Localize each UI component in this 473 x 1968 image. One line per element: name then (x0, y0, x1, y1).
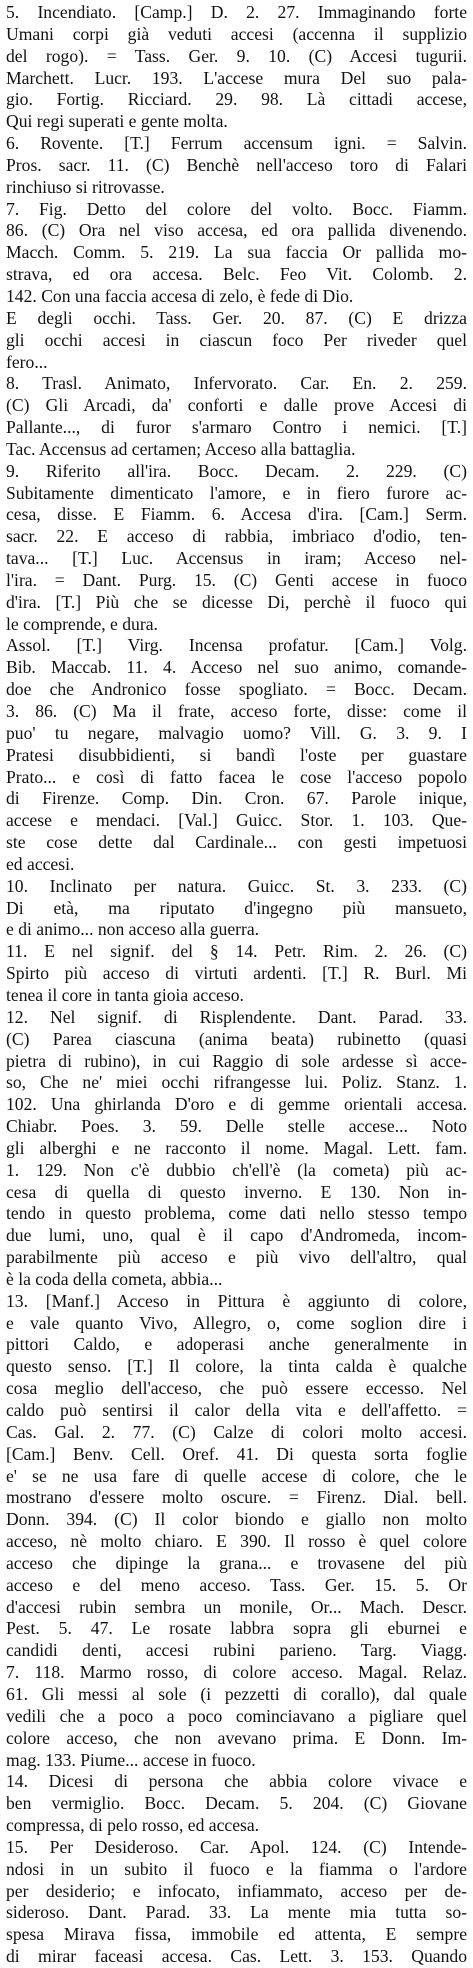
text-line: e' se ne usa fare di quelle accese di colore, che le (6, 1465, 467, 1486)
text-line: colore acceso, che non avevano prima. E Donn. Im- (6, 1727, 467, 1748)
text-line: gli alberghi e ne racconto il nome. Magal. Lett. fam. (6, 1137, 467, 1158)
text-line: d'ira. [T.] Più che se dicesse Di, perchè il fuoco qui (6, 591, 467, 612)
text-line: compressa, di pelo rosso, ed accesa. (6, 1815, 260, 1836)
text-line: Bib. Maccab. 11. 4. Acceso nel suo animo, comande- (6, 657, 467, 678)
text-line: ben vermiglio. Bocc. Decam. 5. 204. (C) Giovane (6, 1793, 467, 1814)
text-line: del rogo). = Tass. Ger. 9. 10. (C) Accesi tugurii. (6, 45, 467, 66)
text-line: acceso e del meno acceso. Tass. Ger. 15. 5. Or (6, 1574, 467, 1595)
text-line: 7. Fig. Detto del colore del volto. Bocc. Fiamm. (6, 198, 467, 219)
text-line: e vale quanto Vivo, Allegro, o, come soglion dire i (6, 1312, 467, 1333)
text-line: cosa meglio dell'acceso, che può essere eccesso. Nel (6, 1378, 467, 1399)
text-line: doe che Andronico fosse spogliato. = Bocc. Decam. (6, 679, 467, 700)
text-line: sideroso. Dant. Parad. 33. La mente mia tutta so- (6, 1902, 467, 1923)
text-line: Di età, ma riputato d'ingegno più mansueto, (6, 897, 467, 918)
text-line: 6. Rovente. [T.] Ferrum accensum igni. = Salvin. (6, 133, 467, 154)
text-line: acceso, nè molto chiaro. E 390. Il rosso è quel colore (6, 1531, 467, 1552)
text-line: ndosi in un subito il fuoco e la fiamma o l'ardore (6, 1858, 467, 1879)
text-line: pietra di rubino), in cui Raggio di sole ardesse sì acce- (6, 1050, 467, 1071)
text-line: 142. Con una faccia accesa di zelo, è fede di Dio. (6, 285, 354, 306)
text-line: 8. Trasl. Animato, Infervorato. Car. En. 2. 259. (6, 373, 467, 394)
text-line: 14. Dicesi di persona che abbia colore vivace e (6, 1771, 467, 1792)
text-line: 3. 86. (C) Ma il frate, acceso forte, disse: come il (6, 701, 467, 721)
text-line: le comprende, e dura. (6, 613, 158, 634)
text-line: Cas. Gal. 2. 77. (C) Calze di colori molto accesi. (6, 1421, 467, 1442)
text-line: 11. E nel signif. del § 14. Petr. Rim. 2. 26. (C) (6, 941, 467, 962)
text-line: Tac. Accensus ad certamen; Acceso alla battaglia. (6, 438, 356, 459)
text-line: (C) Parea ciascuna (anima beata) rubinetto (quasi (6, 1028, 467, 1049)
text-line: 5. Incendiato. [Camp.] D. 2. 27. Immaginando forte (6, 2, 467, 22)
text-line: ed accesi. (6, 853, 75, 874)
text-line: E degli occhi. Tass. Ger. 20. 87. (C) E drizza (6, 307, 467, 328)
text-line: rinchiuso si ritrovasse. (6, 176, 165, 197)
text-line: candidi denti, accesi rubini parieno. Targ. Viagg. (6, 1640, 467, 1661)
text-line: mag. 133. Piume... accese in fuoco. (6, 1749, 256, 1770)
text-line: mostrano d'essere molto oscure. = Firenz. Dial. bell. (6, 1487, 467, 1508)
text-line: Assol. [T.] Virg. Incensa profatur. [Cam.] Volg. (6, 635, 467, 656)
text-line: Chiabr. Poes. 3. 59. Delle stelle accese... Noto (6, 1116, 467, 1137)
text-line: accese e mendaci. [Val.] Guicc. Stor. 1. 103. Que- (6, 810, 467, 831)
text-line: Pallante..., di furor s'armaro Contro i nemici. [T.] (6, 417, 467, 438)
text-line: cesa, disse. E Fiamm. 6. Accesa d'ira. [Cam.] Serm. (6, 504, 467, 525)
text-line: (C) Gli Arcadi, da' conforti e dalle prove Accesi di (6, 395, 467, 416)
text-line: Pratesi disubbidienti, si bandì l'oste per guastare (6, 744, 467, 765)
text-line: 102. Una ghirlanda D'oro e di gemme orientali accesa. (6, 1094, 467, 1115)
text-line: 15. Per Desideroso. Car. Apol. 124. (C) Intende- (6, 1836, 467, 1857)
text-line: cesa di quella di questo inverno. E 130. Non in- (6, 1181, 467, 1202)
text-line: questo senso. [T.] Il colore, la tinta calda è qualche (6, 1356, 467, 1377)
text-line: 10. Inclinato per natura. Guicc. St. 3. 233. (C) (6, 875, 467, 896)
text-line: per desiderio; e infocato, infiammato, acceso per de- (6, 1880, 467, 1901)
text-line: fero... (6, 351, 48, 372)
text-line: Qui regi superati e gente molta. (6, 111, 228, 132)
text-line: spesa Mirava fissa, immobile ed attenta, E sempre (6, 1924, 467, 1945)
text-line: vedili che a poco a poco cominciavano a pigliare quel (6, 1705, 467, 1726)
text-line: ste cose dette dal Cardinale... con gesti impetuosi (6, 832, 467, 853)
text-line: Umani corpi già veduti accesi (accenna il supplizio (6, 23, 467, 44)
text-line: due lumi, uno, qual è il capo d'Andromeda, incom- (6, 1225, 467, 1246)
text-line: Donn. 394. (C) Il color biondo e giallo non molto (6, 1509, 467, 1530)
text-line: 7. 118. Marmo rosso, di colore acceso. Magal. Relaz. (6, 1662, 467, 1683)
text-line: 13. [Manf.] Acceso in Pittura è aggiunto di colore, (6, 1290, 467, 1311)
text-line: tenea il core in tanta gioia acceso. (6, 984, 244, 1005)
text-line: di Firenze. Comp. Din. Cron. 67. Parole inique, (6, 788, 467, 809)
text-line: puo' tu negare, malvagio uomo? Vill. G. 3. 9. I (6, 722, 467, 743)
text-line: 61. Gli messi al sole (i pezzetti di corallo), dal quale (6, 1683, 467, 1704)
text-line: gio. Fortig. Ricciard. 29. 98. Là cittadi accese, (6, 89, 467, 110)
text-line: Spirto più acceso di virtuti ardenti. [T.] R. Burl. Mi (6, 963, 467, 984)
text-line: [Cam.] Benv. Cell. Oref. 41. Di questa sorta foglie (6, 1443, 467, 1464)
text-line: parabilmente più acceso e più vivo dell'altro, qual (6, 1247, 467, 1268)
text-line: Macch. Comm. 5. 219. La sua faccia Or pallida mo- (6, 242, 467, 263)
text-line: strava, ed ora accesa. Belc. Feo Vit. Colomb. 2. (6, 264, 467, 285)
text-line: 1. 129. Non c'è dubbio ch'ell'è (la cometa) più ac- (6, 1159, 467, 1180)
text-line: 12. Nel signif. di Risplendente. Dant. Parad. 33. (6, 1006, 467, 1027)
text-line: tendo in questo problema, come dati nello stesso tempo (6, 1203, 467, 1224)
text-line: 86. (C) Ora nel viso accesa, ed ora pallida divenendo. (6, 220, 467, 241)
text-line: acceso che dipinge la grana... e trovasene del più (6, 1552, 467, 1573)
text-line: di mirar faceasi accesa. Cas. Lett. 3. 153. Quando (6, 1946, 467, 1967)
text-line: gli occhi accesi in ciascun foco Per riveder quel (6, 329, 467, 350)
text-line: pittori Caldo, e adoperasi anche generalmente in (6, 1334, 467, 1355)
text-line: e di animo... non acceso alla guerra. (6, 919, 260, 940)
text-line: tava... [T.] Luc. Accensus in iram; Acceso nel- (6, 548, 467, 569)
text-line: 9. Riferito all'ira. Bocc. Decam. 2. 229. (C) (6, 460, 467, 481)
text-line: so, Che ne' miei occhi rifrangesse lui. Poliz. Stanz. 1. (6, 1072, 467, 1093)
text-line: l'ira. = Dant. Purg. 15. (C) Genti accese in fuoco (6, 569, 467, 590)
text-line: è la coda della cometa, abbia... (6, 1268, 223, 1289)
text-line: sacr. 22. E acceso di rabbia, imbriaco d'odio, ten- (6, 526, 467, 547)
text-line: Marchett. Lucr. 193. L'accese mura Del suo pala- (6, 67, 467, 88)
text-line: Prato... e così di fatto facea le cose l'acceso popolo (6, 766, 467, 787)
text-line: Pros. sacr. 11. (C) Benchè nell'acceso toro di Falari (6, 154, 467, 175)
text-line: Pest. 5. 47. Le rosate labbra sopra gli eburnei e (6, 1618, 467, 1639)
text-line: d'accesi rubin sembra un monile, Or... Mach. Descr. (6, 1596, 467, 1617)
text-line: caldo può sentirsi il calor della vita e dell'affetto. = (6, 1400, 467, 1420)
text-line: Subitamente dimenticato l'amore, e in fiero furore ac- (6, 482, 467, 503)
